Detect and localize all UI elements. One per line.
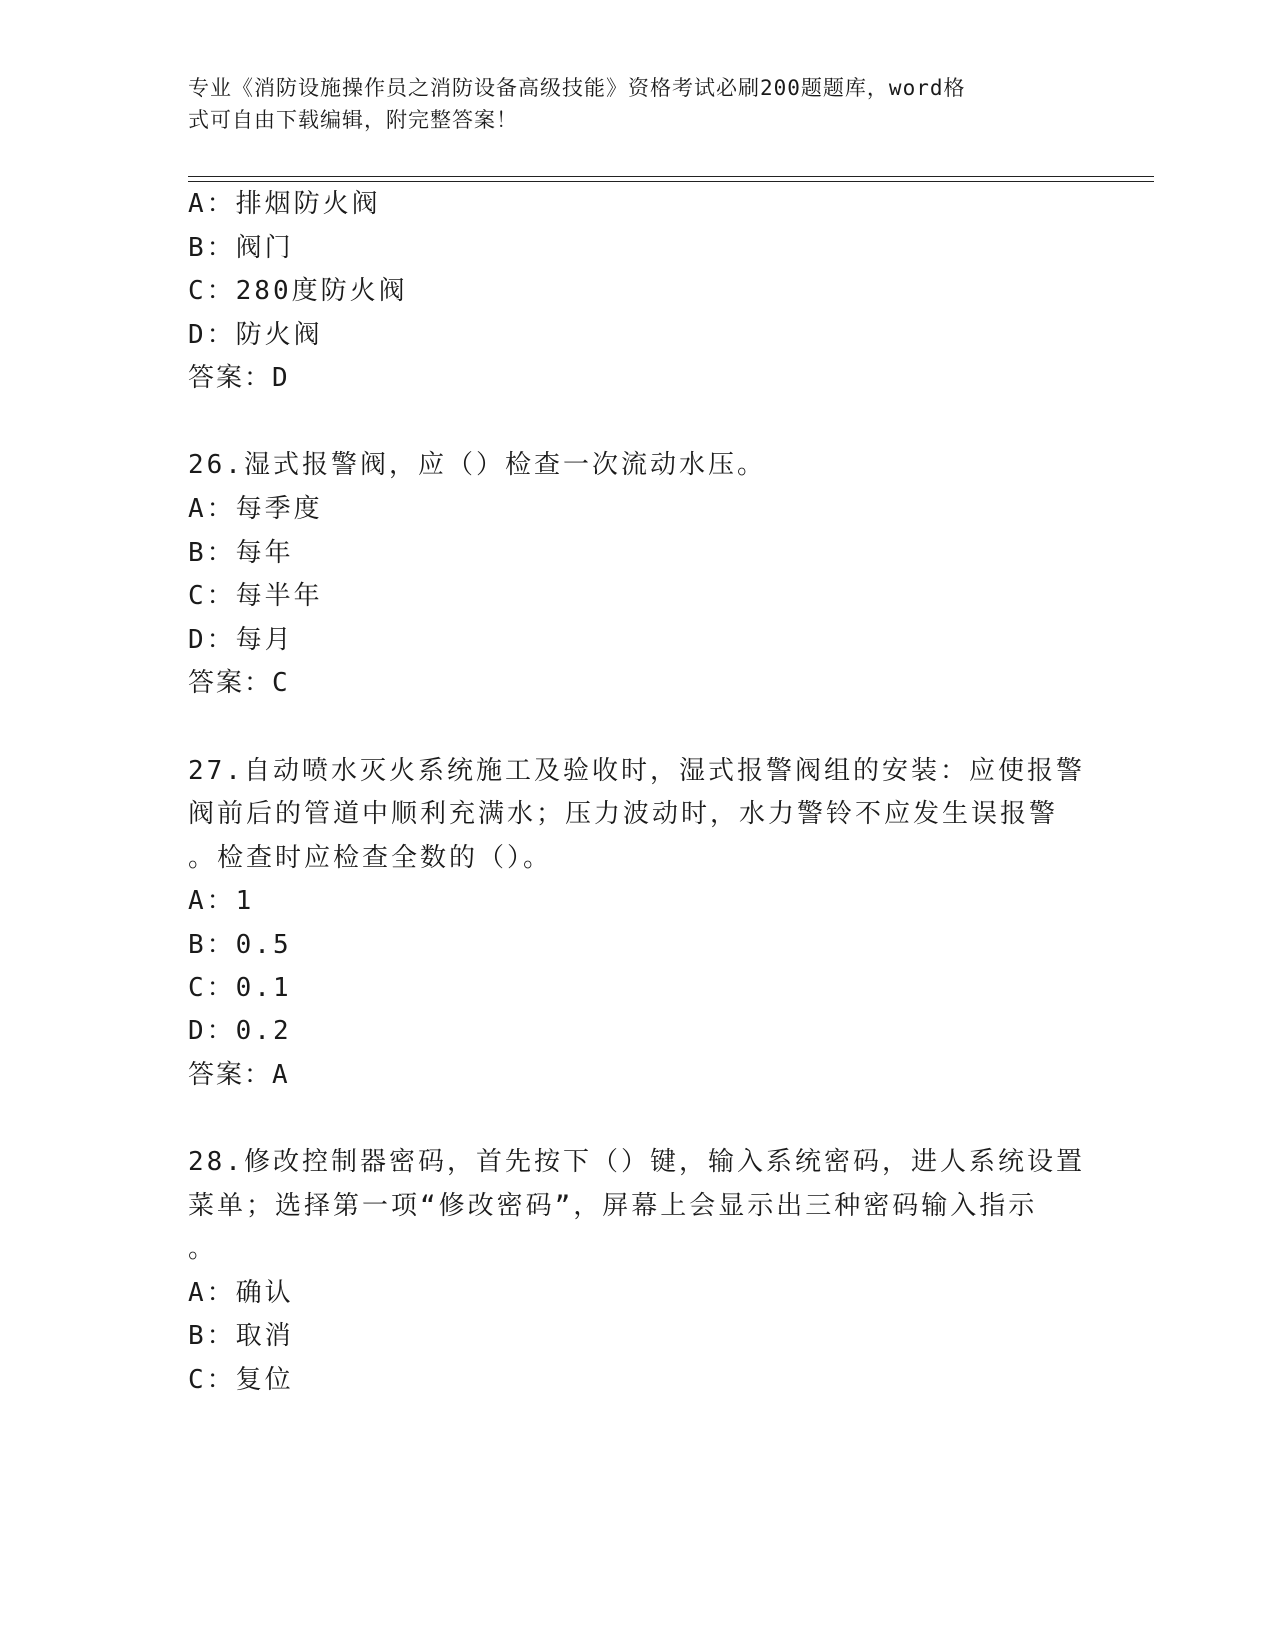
q25-option-b: B：阀门 — [188, 233, 294, 263]
q27-option-a: A：1 — [188, 886, 255, 916]
q27-option-c: C：0.1 — [188, 973, 292, 1003]
q25-option-c: C：280度防火阀 — [188, 276, 408, 306]
q28-question-line-3: 。 — [188, 1234, 218, 1264]
q26-question: 26.湿式报警阀，应（）检查一次流动水压。 — [188, 450, 766, 480]
q28-option-b: B：取消 — [188, 1321, 294, 1351]
header-divider-top — [188, 176, 1154, 177]
q25-option-a: A：排烟防火阀 — [188, 189, 381, 219]
q28-question-line-2: 菜单；选择第一项“修改密码”，屏幕上会显示出三种密码输入指示 — [188, 1191, 1038, 1221]
q25-answer: 答案：D — [188, 363, 290, 393]
q27-question-line-3: 。检查时应检查全数的（）。 — [188, 843, 553, 873]
q26-option-d: D：每月 — [188, 625, 294, 655]
q27-option-b: B：0.5 — [188, 930, 292, 960]
header-divider-bottom — [188, 181, 1154, 182]
q26-option-c: C：每半年 — [188, 581, 323, 611]
q26-option-a: A：每季度 — [188, 494, 323, 524]
q25-option-d: D：防火阀 — [188, 320, 323, 350]
q28-option-c: C：复位 — [188, 1365, 294, 1395]
q27-question-line-1: 27.自动喷水灭火系统施工及验收时，湿式报警阀组的安装：应使报警 — [188, 756, 1085, 786]
q28-option-a: A：确认 — [188, 1278, 294, 1308]
q27-answer: 答案：A — [188, 1060, 290, 1090]
q27-option-d: D：0.2 — [188, 1016, 292, 1046]
q28-question-line-1: 28.修改控制器密码，首先按下（）键，输入系统密码，进人系统设置 — [188, 1147, 1085, 1177]
document-header — [188, 72, 1068, 136]
header-line-2: 式可自由下载编辑，附完整答案！ — [188, 108, 518, 132]
header-line-1: 专业《消防设施操作员之消防设备高级技能》资格考试必刷200题题库，word格 — [188, 76, 966, 100]
q26-option-b: B：每年 — [188, 538, 294, 568]
q26-answer: 答案：C — [188, 668, 290, 698]
q27-question-line-2: 阀前后的管道中顺利充满水；压力波动时，水力警铃不应发生误报警 — [188, 799, 1059, 829]
